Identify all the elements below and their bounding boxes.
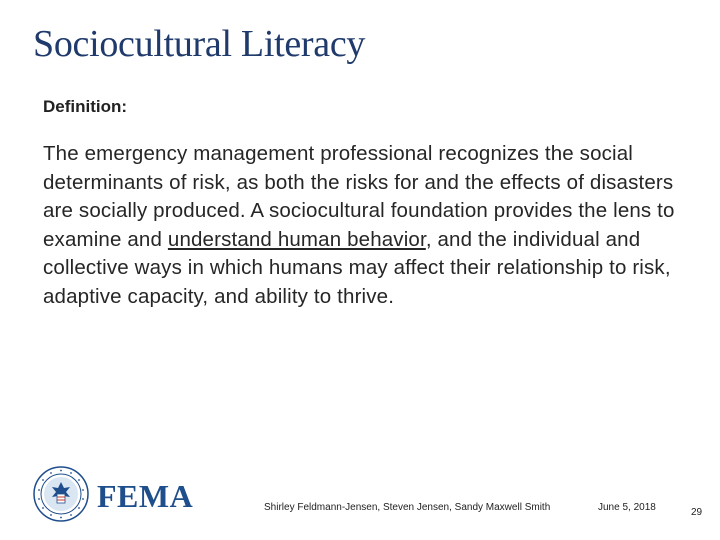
dhs-seal-icon: [33, 466, 89, 522]
definition-underlined-phrase: understand human behavior: [167, 227, 426, 251]
footer-authors: Shirley Feldmann-Jensen, Steven Jensen, Sandy Maxwell Smith: [264, 502, 551, 513]
definition-paragraph: [43, 140, 693, 312]
definition-label: Definition:: [43, 97, 128, 116]
definition-text-part-2: , and the individual and collective ways in which humans may affect their relationship to risk, adaptive capacity, and ability to thrive.: [43, 227, 671, 308]
fema-wordmark: FEMA: [97, 478, 194, 514]
slide-title: Sociocultural Literacy: [33, 23, 366, 65]
page-number: 29: [691, 507, 703, 518]
definition-text-part-1: The emergency management professional recognizes the social determinants of risk, as both the risks for and the effects of disasters are socially produced. A sociocultural foundation provides the lens to examine and: [43, 142, 675, 251]
fema-logo: [33, 466, 193, 524]
footer-date: June 5, 2018: [598, 502, 656, 513]
